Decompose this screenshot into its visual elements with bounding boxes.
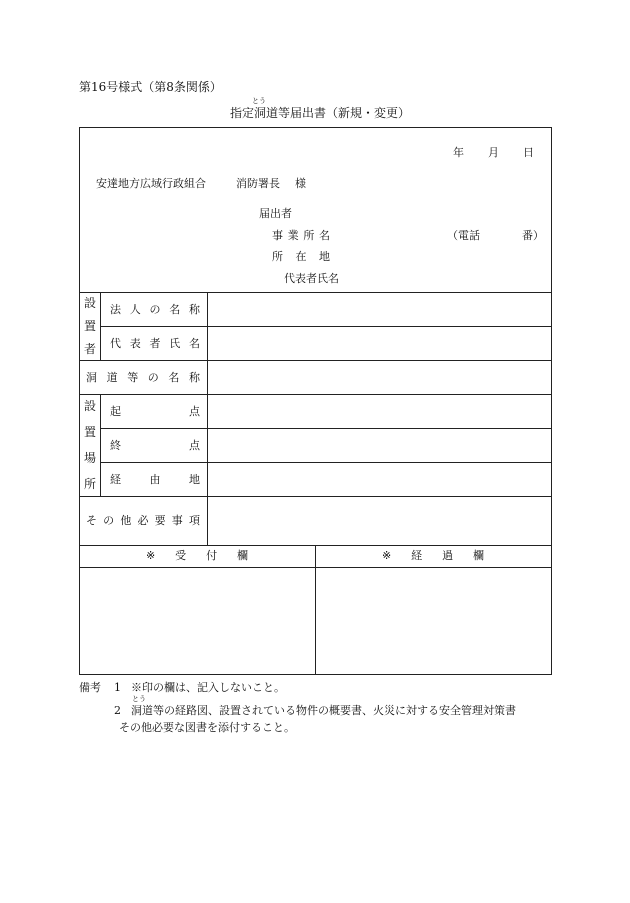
note-2-text-line2: その他必要な図書を添付すること。 (119, 721, 295, 734)
divider (315, 545, 316, 675)
addressee-official: 消防署長 (236, 177, 280, 190)
corp-name-label: 法 人 の 名 称 (110, 303, 200, 316)
addressee-honorific: 様 (295, 177, 306, 190)
title-ruby: とう (252, 97, 266, 105)
progress-header: ※ 経 過 欄 (382, 549, 484, 562)
office-name-label: 事 業 所 名 (272, 229, 330, 242)
addressee-org: 安達地方広域行政組合 (96, 177, 206, 190)
divider (100, 428, 552, 429)
via-point-label: 経 由 地 (110, 473, 200, 486)
reception-header: ※ 受 付 欄 (146, 549, 248, 562)
divider (207, 292, 208, 545)
form-number: 第16号様式（第8条関係） (79, 80, 222, 94)
date-month: 月 (488, 146, 499, 159)
installer-label-1: 設 (83, 296, 96, 310)
note-2-ruby: とう (132, 695, 146, 703)
divider (79, 360, 552, 361)
divider (79, 496, 552, 497)
phone-close: 番） (522, 229, 544, 242)
notes-heading: 備考 (79, 681, 101, 694)
location-label-1: 設 (83, 399, 96, 413)
divider (100, 326, 552, 327)
location-label-3: 場 (83, 451, 96, 465)
location-label-4: 所 (83, 477, 96, 491)
representative-label: 代表者氏名 (284, 272, 339, 285)
date-day: 日 (523, 146, 534, 159)
installer-label-2: 置 (83, 319, 96, 333)
divider (100, 394, 101, 496)
divider (79, 292, 552, 293)
start-point-label: 起 点 (110, 405, 200, 418)
location-label-2: 置 (83, 425, 96, 439)
note-2-number: 2 (114, 704, 121, 717)
page-title: 指定洞道等届出書（新規・変更） (230, 106, 411, 120)
note-2-text-line1: 洞道等の経路図、設置されている物件の概要書、火災に対する安全管理対策書 (131, 704, 516, 717)
notifier-label: 届出者 (259, 207, 292, 220)
tunnel-name-label: 洞 道 等 の 名 称 (86, 371, 200, 384)
divider (79, 394, 552, 395)
rep-name-label: 代 表 者 氏 名 (110, 337, 200, 350)
address-label: 所 在 地 (272, 250, 330, 263)
divider (100, 462, 552, 463)
date-year: 年 (453, 146, 464, 159)
note-1-number: 1 (114, 681, 121, 694)
phone-open: （電話 (447, 229, 480, 242)
end-point-label: 終 点 (110, 439, 200, 452)
other-items-label: そ の 他 必 要 事 項 (86, 514, 200, 527)
note-1-text: ※印の欄は、記入しないこと。 (131, 681, 285, 694)
installer-label-3: 者 (83, 342, 96, 356)
divider (100, 292, 101, 360)
